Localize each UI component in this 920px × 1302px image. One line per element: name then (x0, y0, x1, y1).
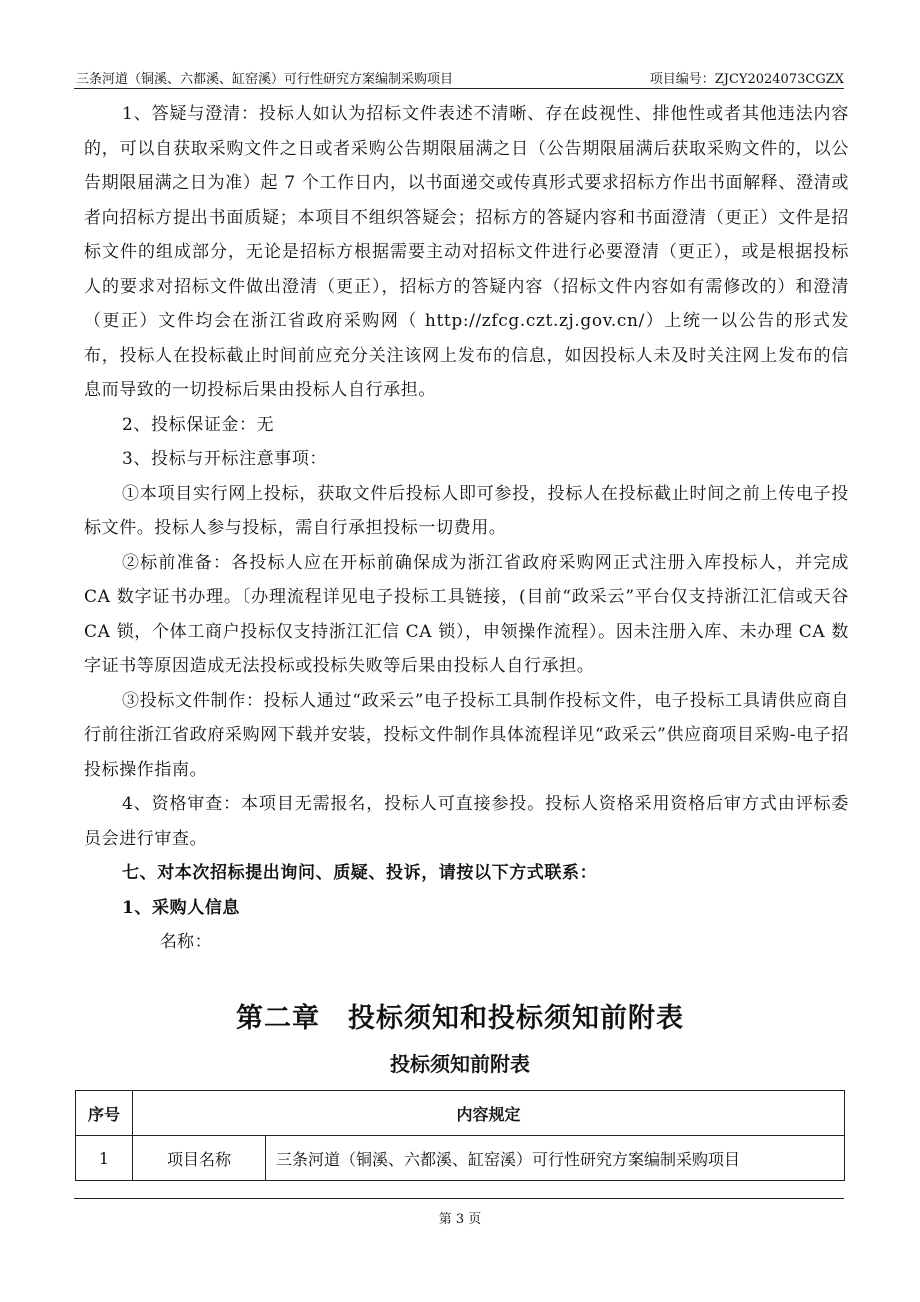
document-body (84, 97, 849, 960)
header-project-number: 项目编号：ZJCY2024073CGZX (649, 72, 844, 87)
footer-divider (74, 1198, 844, 1199)
row-no: 1 (76, 1136, 133, 1181)
paragraph-deposit: 2、投标保证金：无 (122, 414, 275, 435)
page-number: 第 3 页 (438, 1212, 482, 1227)
table-header-row (76, 1091, 845, 1136)
paragraph-bid-file-production: ③投标文件制作：投标人通过“政采云”电子投标工具制作投标文件，电子投标工具请供应商自行前往浙江省政府采购网下载并安装，投标文件制作具体流程详见“政采云”供应商项目采购-电子招投标操作指南。 (84, 690, 849, 780)
header-content: 内容规定 (133, 1091, 845, 1136)
header-title: 三条河道（铜溪、六都溪、缸窑溪）可行性研究方案编制采购项目 (76, 72, 454, 87)
purchaser-name-row (84, 925, 849, 960)
table-row (76, 1136, 845, 1181)
row-item: 项目名称 (133, 1136, 266, 1181)
purchaser-info-heading: 1、采购人信息 (122, 897, 241, 918)
name-label-char1: 名 (160, 932, 178, 952)
paragraph-bid-notes-heading: 3、投标与开标注意事项： (122, 449, 328, 469)
table-title: 投标须知前附表 (390, 1052, 530, 1076)
row-value: 三条河道（铜溪、六都溪、缸窑溪）可行性研究方案编制采购项目 (266, 1136, 845, 1181)
header-no: 序号 (76, 1091, 133, 1136)
name-label-char2: 称： (177, 932, 213, 952)
section7-heading: 七、对本次招标提出询问、质疑、投诉，请按以下方式联系： (122, 863, 598, 883)
paragraph-online-bidding: ①本项目实行网上投标，获取文件后投标人即可参投，投标人在投标截止时间之前上传电子投标文件。投标人参与投标，需自行承担投标一切费用。 (84, 483, 849, 538)
page-header (74, 64, 844, 89)
paragraph-qualification: 4、资格审查：本项目无需报名，投标人可直接参投。投标人资格采用资格后审方式由评标委员会进行审查。 (84, 794, 849, 849)
paragraph-preparation: ②标前准备：各投标人应在开标前确保成为浙江省政府采购网正式注册入库投标人，并完成 CA 数字证书办理。〔办理流程详见电子投标工具链接，(目前“政采云”平台仅支持浙江汇信或天谷 CA 锁，个体工商户投标仅支持浙江汇信 CA 锁），申领操作流程）。因未注册入库、未办理 CA 数字证书等原因造成无法投标或投标失败等后果由投标人自行承担。 (84, 552, 849, 676)
paragraph-clarification: 1、答疑与澄清：投标人如认为招标文件表述不清晰、存在歧视性、排他性或者其他违法内容的，可以自获取采购文件之日或者采购公告期限届满之日（公告期限届满后获取采购文件的，以公告期限届满之日为准）起 7 个工作日内，以书面递交或传真形式要求招标方作出书面解释、澄清或者向招标方提出书面质疑；本项目不组织答疑会；招标方的答疑内容和书面澄清（更正）文件是招标文件的组成部分，无论是招标方根据需要主动对招标文件进行必要澄清（更正），或是根据投标人的要求对招标文件做出澄清（更正），招标方的答疑内容（招标文件内容如有需修改的）和澄清（更正）文件均会在浙江省政府采购网（ http://zfcg.czt.zj.gov.cn/）上统一以公告的形式发布，投标人在投标截止时间前应充分关注该网上发布的信息，如因投标人未及时关注网上发布的信息而导致的一切投标后果由投标人自行承担。 (84, 104, 849, 400)
bid-notice-table (75, 1090, 845, 1181)
chapter-title: 第二章 投标须知和投标须知前附表 (236, 1003, 684, 1034)
